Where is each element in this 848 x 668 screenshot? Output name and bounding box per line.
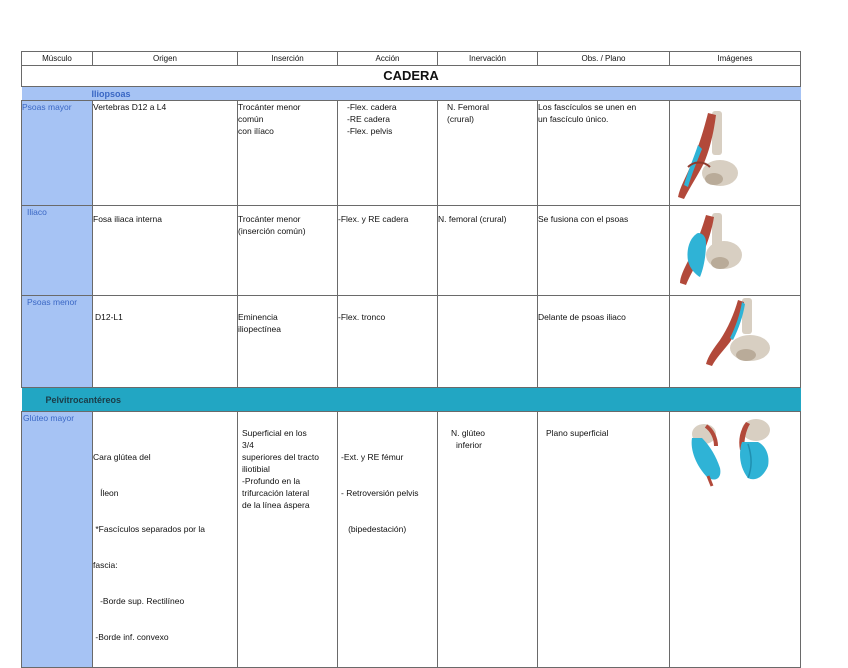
group-label-pelvitrocantereos: Pelvitrocantéreos — [22, 388, 801, 412]
table-row — [22, 412, 801, 668]
accion-line: -Flex. cadera — [347, 102, 397, 112]
insercion-line: Eminencia — [238, 312, 278, 322]
muscle-name: Psoas menor — [22, 296, 93, 388]
inervacion-line: inferior — [456, 440, 482, 450]
insercion-line: Trocánter menor — [238, 214, 301, 224]
accion-cell — [338, 101, 438, 206]
accion-line: (bipedestación) — [341, 524, 407, 534]
insercion-cell — [238, 412, 338, 668]
inervacion-line: N. femoral (crural) — [438, 214, 507, 224]
accion-line: -RE cadera — [347, 114, 390, 124]
muscle-name: Glúteo mayor — [22, 412, 93, 668]
insercion-cell — [238, 101, 338, 206]
obs-cell — [538, 296, 670, 388]
obs-line: Delante de psoas iliaco — [538, 312, 626, 322]
accion-cell — [338, 206, 438, 296]
group-row-pelvitrocantereos — [22, 388, 801, 412]
header-row — [22, 52, 801, 66]
group-label-iliopsoas: Iliopsoas — [22, 87, 801, 101]
origen-line: Fosa iliaca interna — [93, 214, 162, 224]
header-musculo: Músculo — [22, 52, 93, 66]
header-inervacion: Inervación — [438, 52, 538, 66]
origen-line: *Fascículos separados por la — [93, 524, 205, 534]
group-row-iliopsoas — [22, 87, 801, 101]
inervacion-cell — [438, 412, 538, 668]
origen-cell — [93, 206, 238, 296]
insercion-line: común — [238, 114, 264, 124]
accion-line: -Flex. pelvis — [347, 126, 393, 136]
accion-line: -Ext. y RE fémur — [341, 452, 404, 462]
inervacion-line: (crural) — [447, 114, 474, 124]
insercion-line: iliotibial — [242, 464, 270, 474]
inervacion-line: N. glúteo — [451, 428, 486, 438]
psoas-menor-illustration — [698, 298, 780, 370]
table-row — [22, 101, 801, 206]
origen-line: Cara glútea del — [93, 452, 151, 462]
insercion-line: Trocánter menor — [238, 102, 301, 112]
origen-line: Vertebras D12 a L4 — [93, 102, 167, 112]
iliaco-illustration — [676, 211, 748, 287]
origen-line: fascia: — [93, 560, 118, 570]
obs-line: Los fascículos se unen en — [538, 102, 637, 112]
header-imagenes: Imágenes — [670, 52, 801, 66]
insercion-cell — [238, 296, 338, 388]
psoas-mayor-illustration — [674, 109, 744, 201]
obs-line: Plano superficial — [546, 428, 609, 438]
origen-cell — [93, 296, 238, 388]
accion-cell — [338, 296, 438, 388]
psoas-mayor-image — [670, 101, 801, 206]
gluteo-mayor-illustration — [686, 416, 778, 488]
muscle-name: Psoas mayor — [22, 101, 93, 206]
origen-cell — [93, 101, 238, 206]
insercion-line: superiores del tracto — [242, 452, 320, 462]
header-obs: Obs. / Plano — [538, 52, 670, 66]
psoas-menor-image — [670, 296, 801, 388]
table-row — [22, 296, 801, 388]
obs-cell — [538, 101, 670, 206]
insercion-line: iliopectínea — [238, 324, 282, 334]
origen-line: -Borde sup. Rectilíneo — [93, 596, 185, 606]
page-title: CADERA — [22, 66, 801, 87]
insercion-line: con ilíaco — [238, 126, 274, 136]
gluteo-mayor-image — [670, 412, 801, 668]
insercion-line: -Profundo en la — [242, 476, 301, 486]
header-accion: Acción — [338, 52, 438, 66]
insercion-cell — [238, 206, 338, 296]
title-row — [22, 66, 801, 87]
obs-cell — [538, 206, 670, 296]
table-row — [22, 206, 801, 296]
obs-line: un fascículo único. — [538, 114, 609, 124]
header-insercion: Inserción — [238, 52, 338, 66]
accion-line: -Flex. y RE cadera — [338, 214, 409, 224]
insercion-line: (inserción común) — [238, 226, 306, 236]
origen-line: D12-L1 — [95, 312, 123, 322]
accion-line: -Flex. tronco — [338, 312, 386, 322]
accion-line: - Retroversión pelvis — [341, 488, 419, 498]
inervacion-line: N. Femoral — [447, 102, 490, 112]
muscle-name: Iliaco — [22, 206, 93, 296]
obs-line: Se fusiona con el psoas — [538, 214, 629, 224]
insercion-line: Superficial en los — [242, 428, 307, 438]
obs-cell — [538, 412, 670, 668]
origen-cell — [93, 412, 238, 668]
accion-cell — [338, 412, 438, 668]
insercion-line: 3/4 — [242, 440, 254, 450]
inervacion-cell — [438, 101, 538, 206]
origen-line: Íleon — [93, 488, 119, 498]
inervacion-cell — [438, 296, 538, 388]
header-origen: Origen — [93, 52, 238, 66]
origen-line: -Borde inf. convexo — [93, 632, 169, 642]
inervacion-cell — [438, 206, 538, 296]
insercion-line: de la línea áspera — [242, 500, 310, 510]
anatomy-table — [21, 51, 801, 668]
iliaco-image — [670, 206, 801, 296]
insercion-line: trifurcación lateral — [242, 488, 310, 498]
